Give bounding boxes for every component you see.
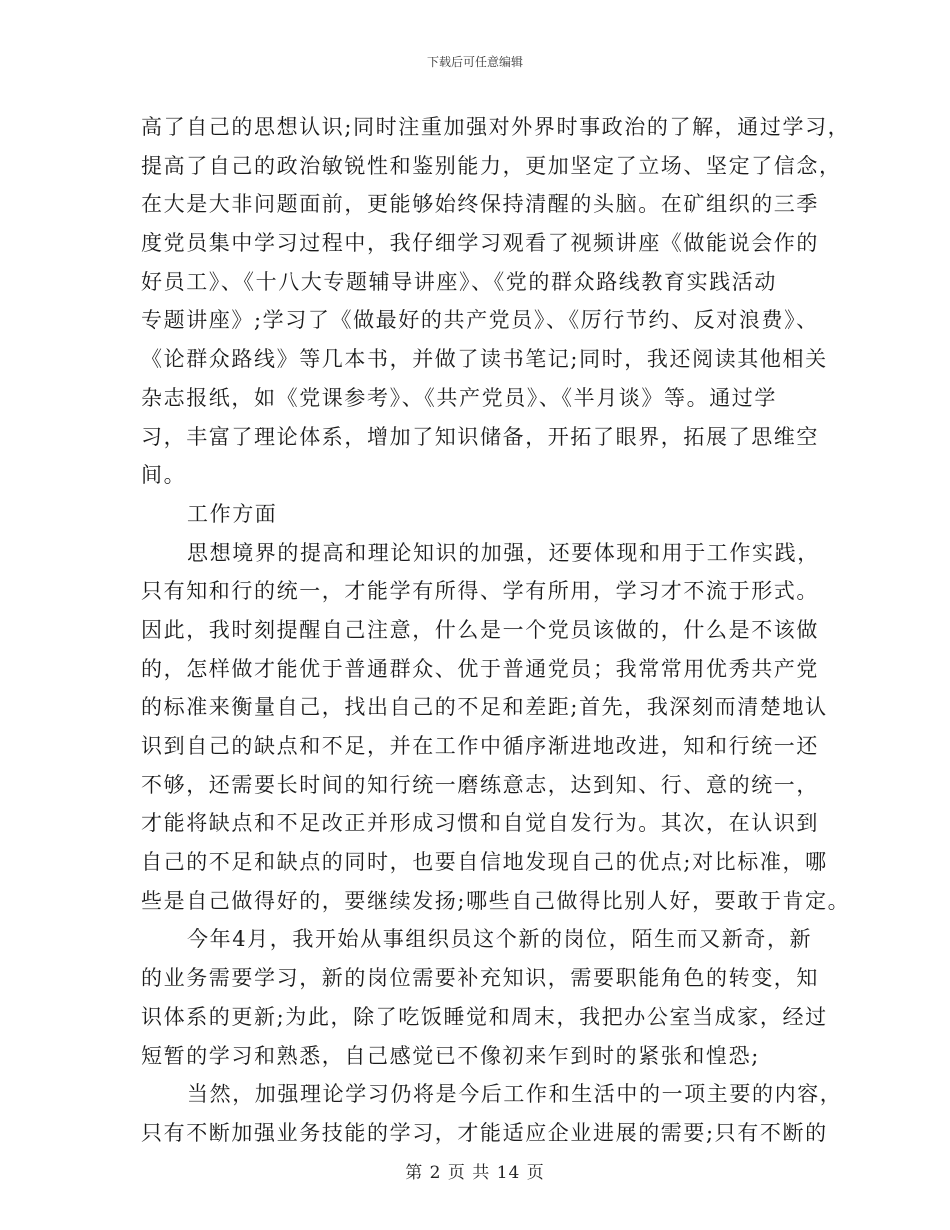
text-line: 专题讲座》;学习了《做最好的共产党员》、《厉行节约、反对浪费》、 <box>141 308 819 333</box>
text-line: 些是自己做得好的，要继续发扬;哪些自己做得比别人好，要敢于肯定。 <box>141 888 851 913</box>
text-line: 习，丰富了理论体系，增加了知识储备，开拓了眼界，拓展了思维空 <box>141 424 819 449</box>
text-line: 不够，还需要长时间的知行统一磨练意志，达到知、行、意的统一， <box>141 772 819 797</box>
text-line: 在大是大非问题面前，更能够始终保持清醒的头脑。在矿组织的三季 <box>141 192 819 217</box>
paragraph <box>141 920 828 1075</box>
text-line: 间。 <box>141 463 187 488</box>
paragraph <box>141 1075 843 1152</box>
paragraph <box>141 534 851 921</box>
section-heading <box>141 495 821 534</box>
text-line: 自己的不足和缺点的同时，也要自信地发现自己的优点;对比标准，哪 <box>141 850 828 875</box>
text-line: 短暂的学习和熟悉，自己感觉已不像初来乍到时的紧张和惶恐; <box>141 1043 760 1068</box>
page-header: 下载后可任意编辑 <box>426 55 523 69</box>
text-line: 今年4月，我开始从事组织员这个新的岗位，陌生而又新奇，新 <box>187 927 813 952</box>
text-line: 好员工》、《十八大专题辅导讲座》、《党的群众路线教育实践活动 <box>141 269 777 294</box>
text-line: 的标准来衡量自己，找出自己的不足和差距;首先，我深刻而清楚地认 <box>141 695 828 720</box>
text-line: 杂志报纸，如《党课参考》、《共产党员》、《半月谈》等。通过学 <box>141 385 777 410</box>
text-line: 只有不断加强业务技能的学习，才能适应企业进展的需要;只有不断的 <box>141 1120 828 1145</box>
text-line: 提高了自己的政治敏锐性和鉴别能力，更加坚定了立场、坚定了信念， <box>141 153 842 178</box>
text-line: 识到自己的缺点和不足，并在工作中循序渐进地改进，知和行统一还 <box>141 734 819 758</box>
text-line: 高了自己的思想认识;同时注重加强对外界时事政治的了解，通过学习， <box>141 115 851 139</box>
text-line: 《论群众路线》等几本书，并做了读书笔记;同时，我还阅读其他相关 <box>141 347 828 372</box>
text-line: 思想境界的提高和理论知识的加强，还要体现和用于工作实践， <box>187 540 820 565</box>
text-line: 识体系的更新;为此，除了吃饭睡觉和周末，我把办公室当成家，经过 <box>141 1004 828 1029</box>
text-line: 的业务需要学习，新的岗位需要补充知识，需要职能角色的转变，知 <box>141 966 819 991</box>
text-line: 当然，加强理论学习仍将是今后工作和生活中的一项主要的内容， <box>187 1082 843 1107</box>
paragraph <box>141 108 851 495</box>
text-line: 的，怎样做才能优于普通群众、优于普通党员；我常常用优秀共产党 <box>141 656 819 681</box>
page-footer: 第 2 页 共 14 页 <box>405 1163 545 1183</box>
document-body <box>141 108 851 1153</box>
text-line: 因此，我时刻提醒自己注意，什么是一个党员该做的，什么是不该做 <box>141 617 819 642</box>
text-line: 才能将缺点和不足改正并形成习惯和自觉自发行为。其次，在认识到 <box>141 811 819 836</box>
text-line: 只有知和行的统一，才能学有所得、学有所用，学习才不流于形式。 <box>141 579 819 604</box>
text-line: 工作方面 <box>187 501 278 526</box>
text-line: 度党员集中学习过程中，我仔细学习观看了视频讲座《做能说会作的 <box>141 231 819 256</box>
